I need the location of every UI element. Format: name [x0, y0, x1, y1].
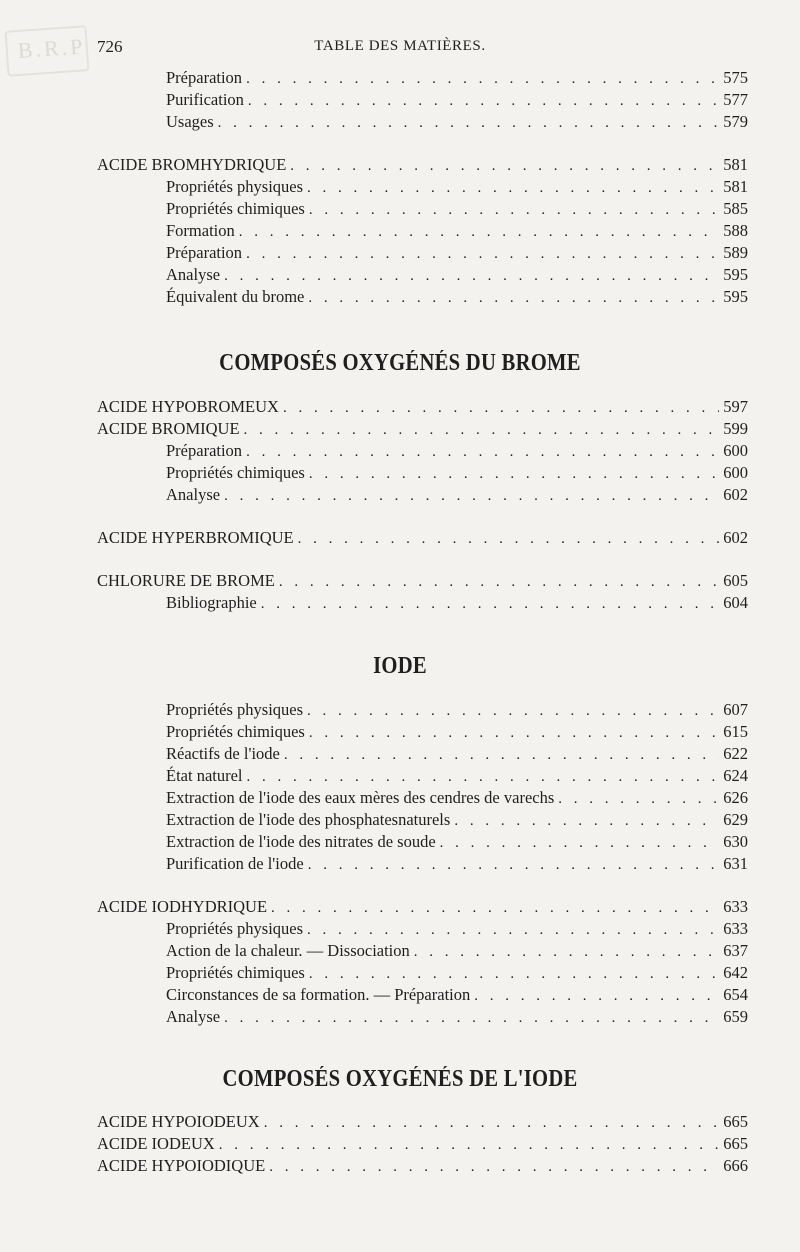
page-number: 726: [97, 37, 123, 56]
toc-entry: Extraction de l'iode des eaux mères des cendres de varechs . . . 626: [166, 788, 748, 810]
toc-entry: Propriétés chimiques . . . 585: [166, 199, 748, 221]
toc-entry: Propriétés chimiques . . . 600: [166, 463, 748, 485]
toc-entry: Préparation . . . 600: [166, 441, 748, 463]
toc-entry-main: ACIDE BROMIQUE . . . 599: [97, 419, 748, 441]
toc-entry: Extraction de l'iode des phosphatesnaturels . . . 629: [166, 810, 748, 832]
toc-entry: État naturel . . . 624: [166, 766, 748, 788]
toc-entry: Analyse . . . 595: [166, 265, 748, 287]
toc-entry: Bibliographie . . . 604: [166, 593, 748, 615]
toc-entry-main: CHLORURE DE BROME . . . 605: [97, 571, 748, 593]
toc-entry: Action de la chaleur. — Dissociation . . . 637: [166, 941, 748, 963]
toc-entry: Propriétés chimiques . . . 615: [166, 722, 748, 744]
toc-entry: Préparation . . . 575: [166, 68, 748, 90]
toc-entry-main: ACIDE HYPOIODIQUE . . . 666: [97, 1156, 748, 1178]
toc-entry-main: ACIDE HYPERBROMIQUE . . . 602: [97, 528, 748, 550]
toc-entry-main: ACIDE IODEUX . . . 665: [97, 1134, 748, 1156]
section-heading: COMPOSÉS OXYGÉNÉS DE L'IODE: [222, 1066, 578, 1092]
toc-entry: Propriétés physiques . . . 633: [166, 919, 748, 941]
toc-entry: Équivalent du brome . . . 595: [166, 287, 748, 309]
toc-entry-main: ACIDE HYPOBROMEUX . . . 597: [97, 397, 748, 419]
running-head: TABLE DES MATIÈRES.: [314, 38, 486, 54]
toc-entry: Formation . . . 588: [166, 221, 748, 243]
toc-entry: Purification . . . 577: [166, 90, 748, 112]
toc-entry: Usages . . . 579: [166, 112, 748, 134]
toc-entry-main: ACIDE HYPOIODEUX . . . 665: [97, 1112, 748, 1134]
toc-entry: Extraction de l'iode des nitrates de soude . . . 630: [166, 832, 748, 854]
toc-entry: Réactifs de l'iode . . . 622: [166, 744, 748, 766]
toc-entry: Analyse . . . 659: [166, 1007, 748, 1029]
toc-entry: Préparation . . . 589: [166, 243, 748, 265]
toc-entry: Circonstances de sa formation. — Préparation . . . 654: [166, 985, 748, 1007]
toc-entry-main: ACIDE IODHYDRIQUE . . . 633: [97, 897, 748, 919]
toc-entry: Analyse . . . 602: [166, 485, 748, 507]
toc-entry: Propriétés physiques . . . 581: [166, 177, 748, 199]
stamp-text: B.R.P: [17, 33, 87, 63]
section-heading: IODE: [373, 653, 427, 679]
toc-entry: Propriétés physiques . . . 607: [166, 700, 748, 722]
toc-entry-main: ACIDE BROMHYDRIQUE . . . 581: [97, 155, 748, 177]
toc-entry: Purification de l'iode . . . 631: [166, 854, 748, 876]
toc-entry: Propriétés chimiques . . . 642: [166, 963, 748, 985]
section-heading: COMPOSÉS OXYGÉNÉS DU BROME: [219, 350, 581, 376]
